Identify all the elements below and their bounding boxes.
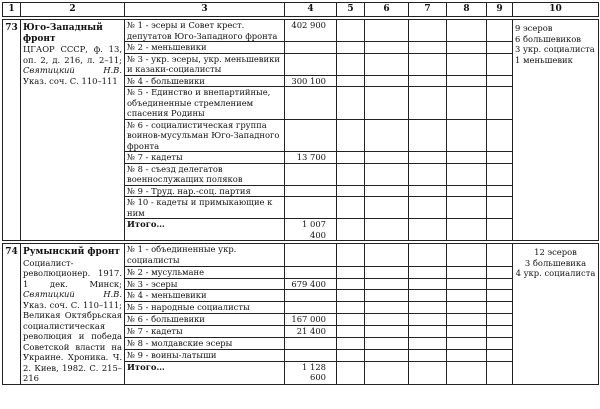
votes-value xyxy=(285,119,337,152)
empty-cell xyxy=(337,244,365,267)
empty-cell xyxy=(409,302,447,314)
party-list: № 8 - съезд делегатов военнослужащих поляков xyxy=(125,163,285,185)
empty-cell xyxy=(337,361,365,384)
empty-cell xyxy=(487,42,513,54)
empty-cell xyxy=(337,337,365,349)
source-text: Указ. соч. С. 110–111 xyxy=(23,75,118,86)
empty-cell xyxy=(337,185,365,197)
empty-cell xyxy=(487,266,513,278)
party-list: № 1 - эсеры и Совет крест. депутатов Юго-Западного фронта xyxy=(125,20,285,42)
total-label: Итого… xyxy=(125,361,285,384)
votes-value xyxy=(285,349,337,361)
votes-value xyxy=(285,42,337,54)
empty-cell xyxy=(447,185,487,197)
empty-cell xyxy=(337,152,365,164)
empty-cell xyxy=(409,197,447,219)
col-header: 6 xyxy=(365,3,409,17)
source-text: Указ. соч. С. 110–111; Великая Октябрьская социалистическая революция и победа Советской власти на Украине. Хроника. Ч. 2. Киев, 1982. С. 215–216 xyxy=(23,299,122,383)
empty-cell xyxy=(409,20,447,42)
empty-cell xyxy=(409,337,447,349)
empty-cell xyxy=(365,185,409,197)
empty-cell xyxy=(409,244,447,267)
empty-cell xyxy=(487,314,513,326)
empty-cell xyxy=(447,302,487,314)
empty-cell xyxy=(447,20,487,42)
empty-cell xyxy=(409,349,447,361)
votes-value xyxy=(285,302,337,314)
party-list: № 7 - кадеты xyxy=(125,152,285,164)
empty-cell xyxy=(365,53,409,75)
empty-cell xyxy=(365,314,409,326)
empty-cell xyxy=(487,152,513,164)
votes-value: 679 400 xyxy=(285,278,337,290)
votes-value xyxy=(285,197,337,219)
party-list: № 8 - молдавские эсеры xyxy=(125,337,285,349)
empty-cell xyxy=(447,337,487,349)
empty-cell xyxy=(487,361,513,384)
party-list: № 4 - меньшевики xyxy=(125,290,285,302)
empty-cell xyxy=(487,163,513,185)
col-header: 5 xyxy=(337,3,365,17)
empty-cell xyxy=(365,244,409,267)
party-list: № 4 - большевики xyxy=(125,75,285,87)
empty-cell xyxy=(365,87,409,120)
result-line: 12 эсеров xyxy=(534,247,577,257)
col-header: 10 xyxy=(513,3,599,17)
entry-number: 74 xyxy=(3,244,21,385)
source-text: Социалист-революционер. 1917. 1 дек. Минск; xyxy=(23,257,122,289)
table-row xyxy=(3,20,599,42)
votes-value xyxy=(285,244,337,267)
result-line: 3 большевика xyxy=(524,257,587,268)
party-list: № 2 - мусульмане xyxy=(125,266,285,278)
empty-cell xyxy=(337,75,365,87)
empty-cell xyxy=(447,163,487,185)
empty-cell xyxy=(487,349,513,361)
empty-cell xyxy=(447,219,487,241)
empty-cell xyxy=(487,197,513,219)
votes-value: 167 000 xyxy=(285,314,337,326)
region-cell xyxy=(21,20,125,241)
col-header: 9 xyxy=(487,3,513,17)
result-line: 3 укр. социалиста xyxy=(515,44,595,54)
col-header: 4 xyxy=(285,3,337,17)
empty-cell xyxy=(365,266,409,278)
col-header: 3 xyxy=(125,3,285,17)
col-header: 8 xyxy=(447,3,487,17)
party-list: № 3 - эсеры xyxy=(125,278,285,290)
source-text: ЦГАОР СССР, ф. 13, оп. 2, д. 216, л. 2–11; xyxy=(23,44,122,65)
empty-cell xyxy=(487,244,513,267)
empty-cell xyxy=(365,278,409,290)
empty-cell xyxy=(365,349,409,361)
empty-cell xyxy=(447,361,487,384)
empty-cell xyxy=(447,53,487,75)
col-header: 7 xyxy=(409,3,447,17)
empty-cell xyxy=(409,326,447,338)
party-list: № 5 - Единство и внепартийные, объединенные стремлением спасения Родины xyxy=(125,87,285,120)
empty-cell xyxy=(487,302,513,314)
empty-cell xyxy=(487,290,513,302)
votes-value: 402 900 xyxy=(285,20,337,42)
empty-cell xyxy=(447,119,487,152)
region-source xyxy=(23,44,122,86)
table-row xyxy=(3,244,599,267)
votes-value xyxy=(285,290,337,302)
empty-cell xyxy=(409,290,447,302)
empty-cell xyxy=(487,53,513,75)
result-line: 9 эсеров xyxy=(515,23,553,33)
election-table xyxy=(2,2,599,385)
party-list: № 3 - укр. эсеры, укр. меньшевики и казаки-социалисты xyxy=(125,53,285,75)
empty-cell xyxy=(487,20,513,42)
party-list: № 10 - кадеты и примыкающие к ним xyxy=(125,197,285,219)
empty-cell xyxy=(447,42,487,54)
result-note xyxy=(513,244,599,385)
empty-cell xyxy=(447,349,487,361)
votes-value xyxy=(285,185,337,197)
empty-cell xyxy=(409,266,447,278)
party-list: № 6 - социалистическая группа воинов-мусульман Юго-Западного фронта xyxy=(125,119,285,152)
empty-cell xyxy=(337,42,365,54)
result-line: 1 меньшевик xyxy=(515,54,573,65)
empty-cell xyxy=(487,219,513,241)
result-line: 4 укр. социалиста xyxy=(515,268,596,278)
empty-cell xyxy=(447,244,487,267)
party-list: № 5 - народные социалисты xyxy=(125,302,285,314)
empty-cell xyxy=(365,337,409,349)
empty-cell xyxy=(409,42,447,54)
empty-cell xyxy=(337,314,365,326)
empty-cell xyxy=(447,266,487,278)
party-list: № 9 - воины-латыши xyxy=(125,349,285,361)
empty-cell xyxy=(365,20,409,42)
total-value: 1 128 600 xyxy=(285,361,337,384)
votes-value xyxy=(285,53,337,75)
total-value: 1 007 400 xyxy=(285,219,337,241)
empty-cell xyxy=(409,219,447,241)
empty-cell xyxy=(337,119,365,152)
empty-cell xyxy=(337,87,365,120)
empty-cell xyxy=(487,119,513,152)
party-list: № 7 - кадеты xyxy=(125,326,285,338)
col-header: 2 xyxy=(21,3,125,17)
party-list: № 6 - большевики xyxy=(125,314,285,326)
empty-cell xyxy=(409,163,447,185)
region-title: Юго-Западный фронт xyxy=(23,23,103,44)
empty-cell xyxy=(447,87,487,120)
empty-cell xyxy=(337,20,365,42)
votes-value: 13 700 xyxy=(285,152,337,164)
source-author: Святицкий Н.В. xyxy=(23,289,122,299)
empty-cell xyxy=(365,290,409,302)
empty-cell xyxy=(409,185,447,197)
empty-cell xyxy=(409,278,447,290)
empty-cell xyxy=(409,152,447,164)
result-line: 6 большевиков xyxy=(515,33,581,44)
votes-value xyxy=(285,266,337,278)
party-list: № 1 - объединенные укр. социалисты xyxy=(125,244,285,267)
votes-value: 21 400 xyxy=(285,326,337,338)
empty-cell xyxy=(365,197,409,219)
empty-cell xyxy=(447,152,487,164)
empty-cell xyxy=(365,75,409,87)
empty-cell xyxy=(409,361,447,384)
empty-cell xyxy=(365,42,409,54)
party-list: № 2 - меньшевики xyxy=(125,42,285,54)
empty-cell xyxy=(365,219,409,241)
empty-cell xyxy=(365,302,409,314)
empty-cell xyxy=(487,278,513,290)
empty-cell xyxy=(337,302,365,314)
empty-cell xyxy=(337,278,365,290)
region-title: Румынский фронт xyxy=(23,247,120,257)
votes-value xyxy=(285,87,337,120)
empty-cell xyxy=(447,290,487,302)
empty-cell xyxy=(365,152,409,164)
empty-cell xyxy=(337,290,365,302)
empty-cell xyxy=(365,163,409,185)
empty-cell xyxy=(337,326,365,338)
empty-cell xyxy=(447,75,487,87)
empty-cell xyxy=(337,349,365,361)
empty-cell xyxy=(337,266,365,278)
empty-cell xyxy=(409,119,447,152)
header-row xyxy=(3,3,599,17)
votes-value: 300 100 xyxy=(285,75,337,87)
empty-cell xyxy=(365,361,409,384)
empty-cell xyxy=(409,53,447,75)
empty-cell xyxy=(447,314,487,326)
empty-cell xyxy=(409,87,447,120)
empty-cell xyxy=(447,278,487,290)
empty-cell xyxy=(409,75,447,87)
empty-cell xyxy=(447,326,487,338)
empty-cell xyxy=(487,326,513,338)
empty-cell xyxy=(337,163,365,185)
empty-cell xyxy=(337,197,365,219)
region-cell xyxy=(21,244,125,385)
source-author: Святицкий Н.В. xyxy=(23,65,122,75)
votes-value xyxy=(285,337,337,349)
empty-cell xyxy=(365,326,409,338)
votes-value xyxy=(285,163,337,185)
total-label: Итого… xyxy=(125,219,285,241)
region-source xyxy=(23,258,122,384)
empty-cell xyxy=(365,119,409,152)
empty-cell xyxy=(487,185,513,197)
empty-cell xyxy=(337,53,365,75)
empty-cell xyxy=(337,219,365,241)
empty-cell xyxy=(447,197,487,219)
entry-number: 73 xyxy=(3,20,21,241)
empty-cell xyxy=(487,75,513,87)
result-note xyxy=(513,20,599,241)
empty-cell xyxy=(409,314,447,326)
empty-cell xyxy=(487,87,513,120)
empty-cell xyxy=(487,337,513,349)
col-header: 1 xyxy=(3,3,21,17)
party-list: № 9 - Труд. нар.-соц. партия xyxy=(125,185,285,197)
